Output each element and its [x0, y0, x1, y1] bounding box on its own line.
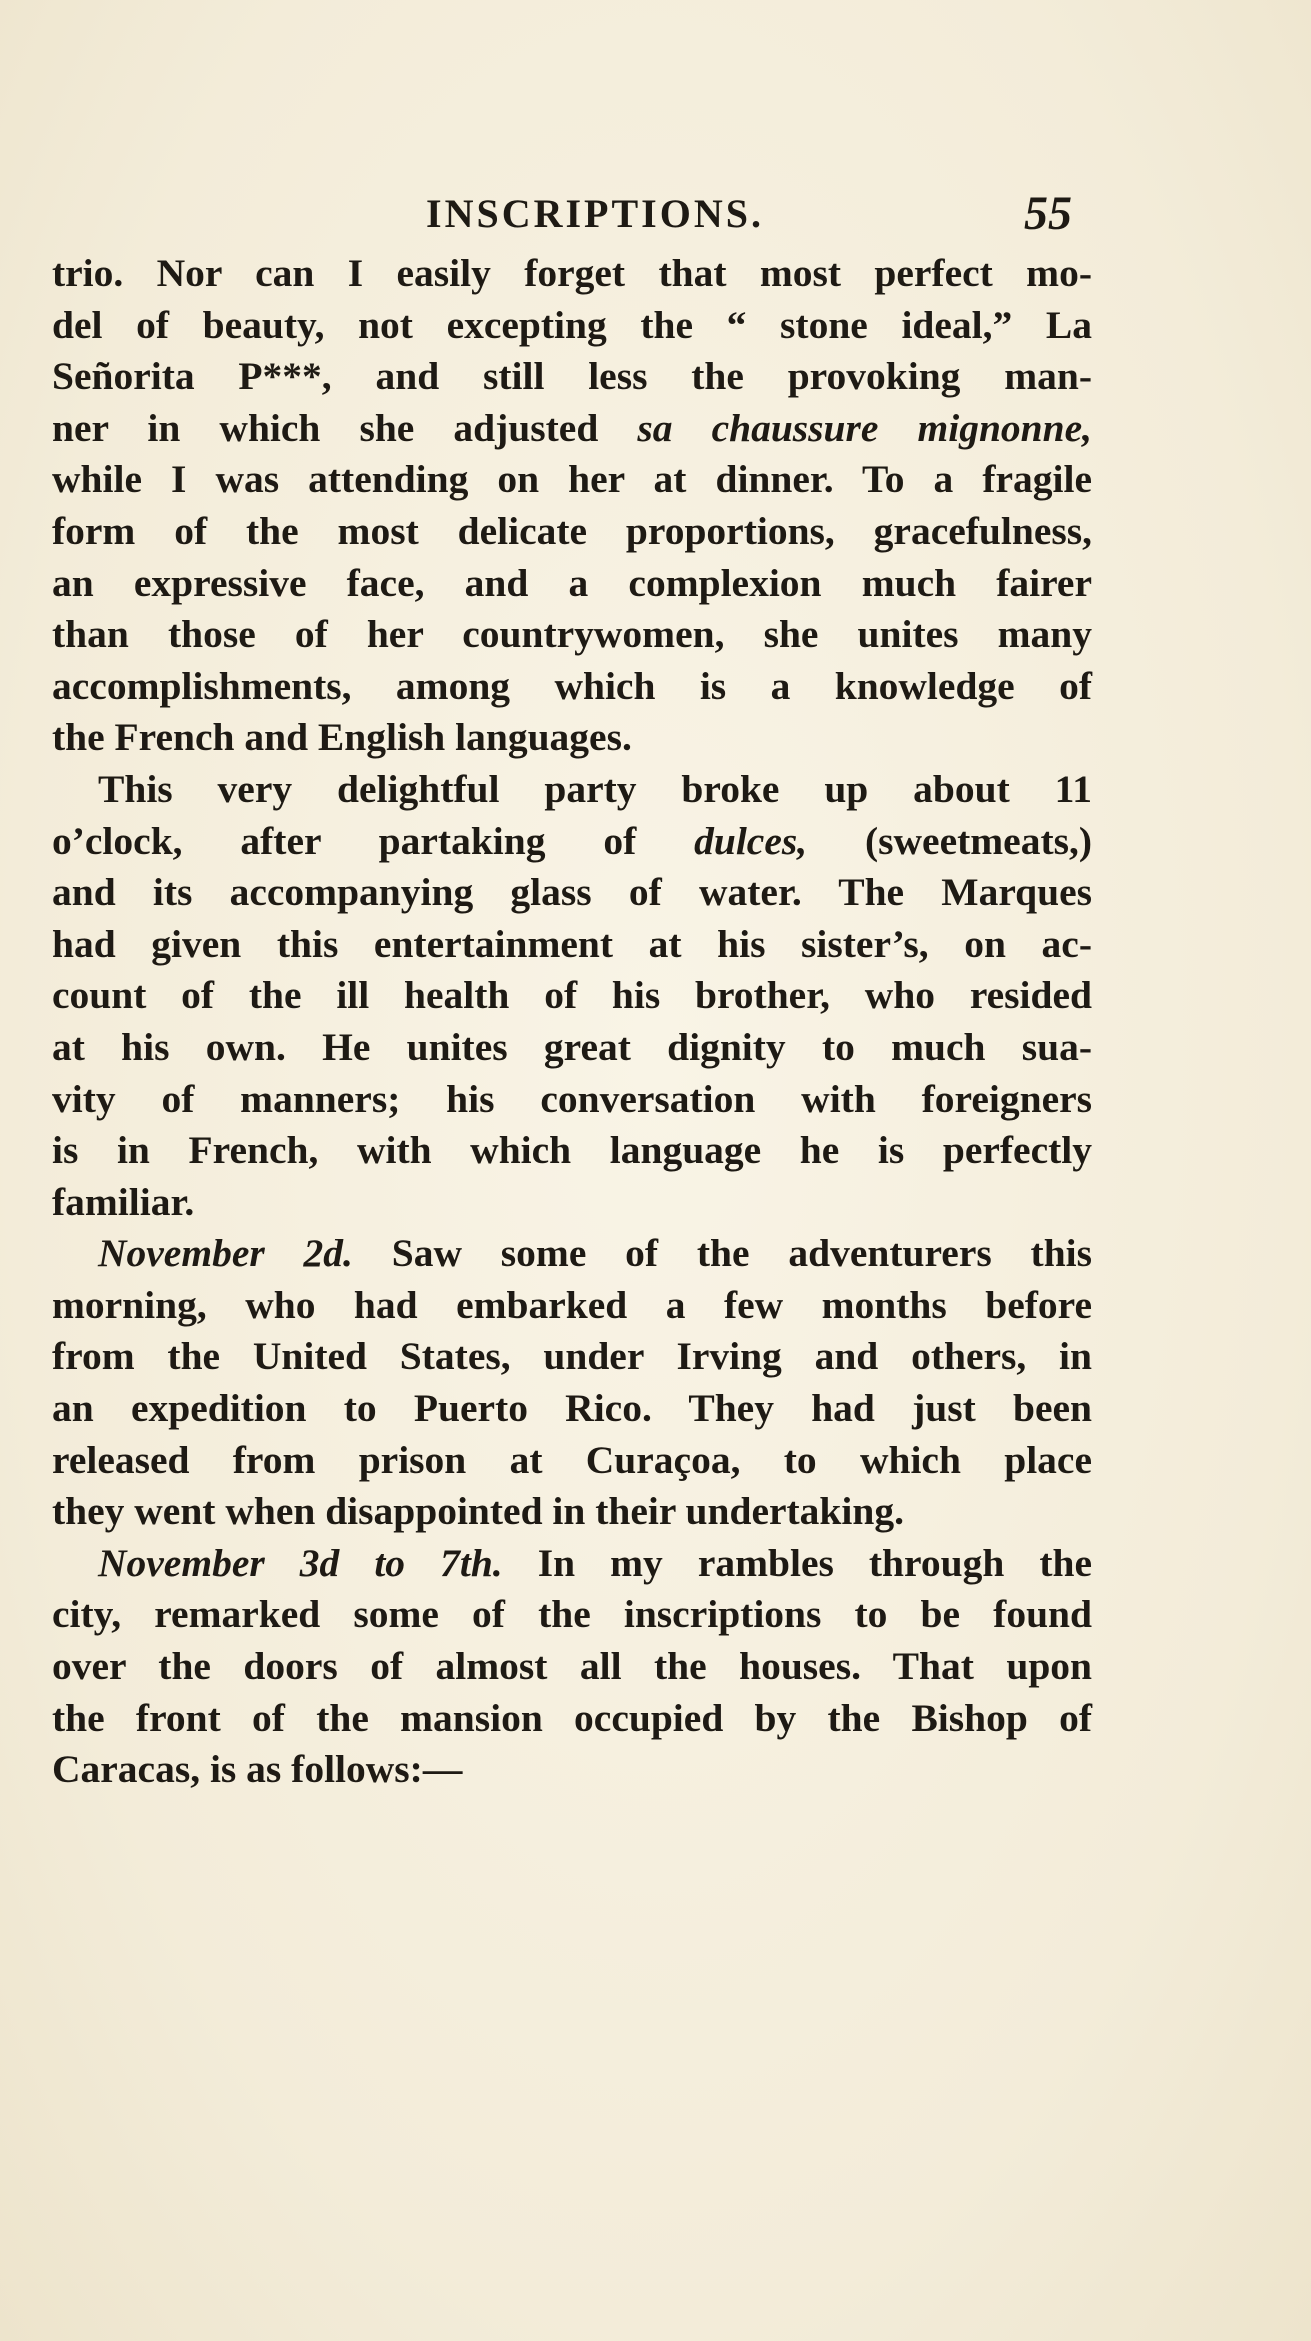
text-run: than those of her countrywomen, she unites many [52, 612, 1092, 657]
text-line [52, 1177, 1092, 1229]
text-run: accomplishments, among which is a knowledge of [52, 663, 1092, 708]
text-run: morning, who had embarked a few months before [52, 1282, 1092, 1327]
text-run: the front of the mansion occupied by the Bishop of [52, 1695, 1092, 1740]
running-head [52, 186, 1072, 246]
text-run: This very delightful party broke up about 11 [98, 766, 1092, 811]
text-run: count of the ill health of his brother, who resided [52, 973, 1092, 1018]
text-run: Saw some of the adventurers this [352, 1231, 1093, 1276]
text-line [52, 1693, 1092, 1745]
text-run: trio. Nor can I easily forget that most perfect mo- [52, 251, 1092, 295]
italic-text: sa chaussure mignonne, [637, 405, 1093, 450]
text-line [52, 1589, 1092, 1641]
text-run: they went when disappointed in their undertaking. [52, 1489, 904, 1534]
text-line [52, 454, 1092, 506]
text-line [52, 764, 1092, 816]
text-run: and its accompanying glass of water. The Marques [52, 870, 1092, 915]
text-line [52, 248, 1092, 300]
text-run: an expedition to Puerto Rico. They had just been [52, 1386, 1092, 1431]
text-run: released from prison at Curaçoa, to which place [52, 1437, 1092, 1482]
text-line [52, 1280, 1092, 1332]
text-run: at his own. He unites great dignity to much sua- [52, 1024, 1092, 1069]
text-line [52, 970, 1092, 1022]
text-line [52, 867, 1092, 919]
text-run: an expressive face, and a complexion much fairer [52, 560, 1092, 605]
text-run: city, remarked some of the inscriptions to be found [52, 1592, 1092, 1637]
italic-text: dulces, [694, 818, 808, 863]
text-run: del of beauty, not excepting the “ stone ideal,” La [52, 302, 1092, 347]
body-text [52, 248, 1092, 1796]
italic-text: November 3d to 7th. [98, 1540, 503, 1585]
text-run: o’clock, after partaking of [52, 818, 695, 863]
text-line [52, 1383, 1092, 1435]
text-run: had given this entertainment at his sister’s, on ac- [52, 921, 1092, 966]
text-run: over the doors of almost all the houses. That upon [52, 1644, 1092, 1689]
text-run: while I was attending on her at dinner. To a fragile [52, 457, 1092, 502]
text-run: familiar. [52, 1179, 195, 1224]
text-line [52, 1744, 1092, 1796]
text-line [52, 506, 1092, 558]
text-line [52, 1486, 1092, 1538]
text-line [52, 1125, 1092, 1177]
text-run: from the United States, under Irving and others, in [52, 1334, 1092, 1379]
text-line [52, 351, 1092, 403]
text-line [52, 816, 1092, 868]
running-head-title: INSCRIPTIONS. [426, 191, 764, 236]
text-line [52, 919, 1092, 971]
text-run: is in French, with which language he is perfectly [52, 1128, 1092, 1173]
text-line [52, 558, 1092, 610]
italic-text: November 2d. [98, 1231, 353, 1276]
text-run: form of the most delicate proportions, gracefulness, [52, 508, 1092, 553]
text-run: In my rambles through the [502, 1540, 1092, 1585]
text-line [52, 1538, 1092, 1590]
text-line [52, 300, 1092, 352]
text-line [52, 1228, 1092, 1280]
text-run: vity of manners; his conversation with foreigners [52, 1076, 1092, 1121]
text-run: ner in which she adjusted [52, 405, 638, 450]
text-line [52, 1331, 1092, 1383]
text-run: the French and English languages. [52, 715, 632, 760]
text-line [52, 609, 1092, 661]
text-line [52, 1074, 1092, 1126]
text-line [52, 403, 1092, 455]
text-run: Caracas, is as follows:— [52, 1747, 463, 1792]
text-line [52, 712, 1092, 764]
text-line [52, 1641, 1092, 1693]
text-run: Señorita P***, and still less the provoking man- [52, 354, 1092, 399]
text-line [52, 661, 1092, 713]
page-number: 55 [1024, 187, 1072, 240]
text-run: (sweetmeats,) [807, 818, 1092, 863]
text-line [52, 1022, 1092, 1074]
text-line [52, 1435, 1092, 1487]
